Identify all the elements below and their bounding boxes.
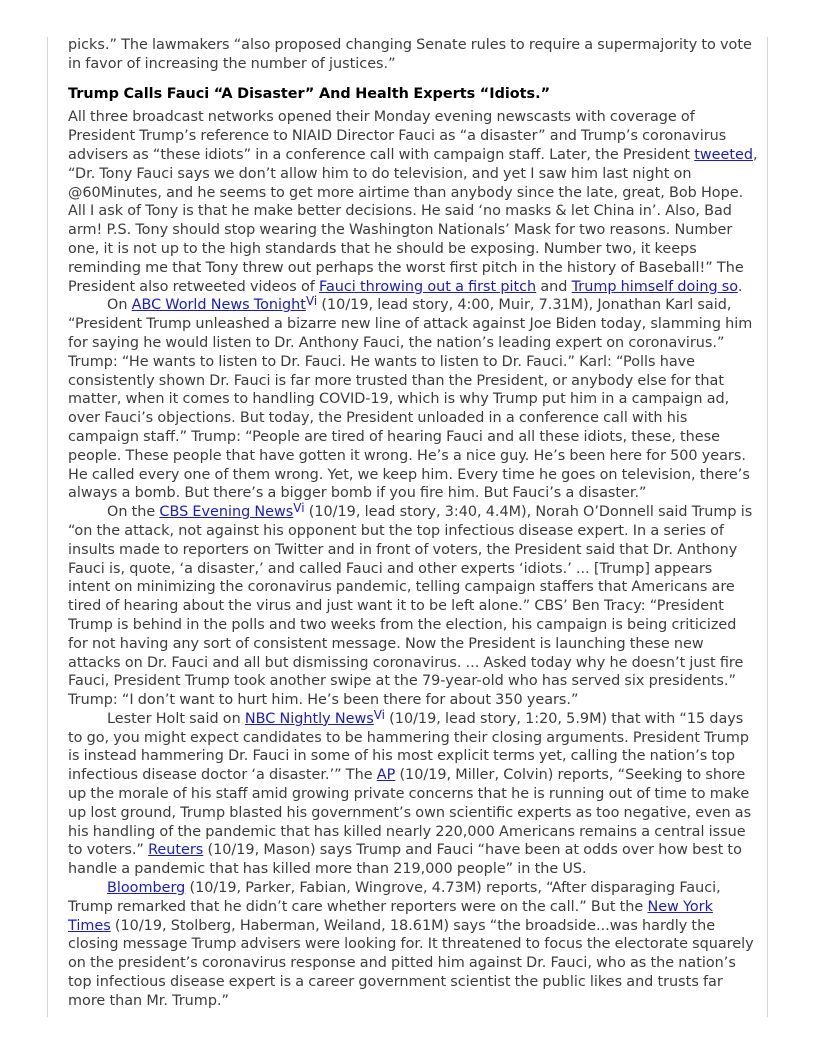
paragraph-abc	[68, 296, 758, 503]
text-span: and	[536, 278, 572, 295]
text-span: Lester Holt said on	[107, 710, 245, 727]
trump-first-pitch-link[interactable]: Trump himself doing so	[571, 278, 738, 295]
text-span: All three broadcast networks opened their Monday evening newscasts with coverage of President Trump’s reference to NIAID Director Fauci as “a disaster” and Trump’s coronavirus advisers as “these idiots” in a conference call with campaign staff. Later, the President	[68, 109, 727, 163]
text-span: (10/19, Parker, Fabian, Wingrove, 4.73M) reports, “After disparaging Fauci, Trump remarked that he didn’t care whether reporters were on the call.” But the	[68, 880, 721, 915]
new-york-times-link[interactable]: New York Times	[68, 898, 713, 934]
reuters-link[interactable]: Reuters	[148, 842, 204, 859]
ap-link[interactable]: AP	[376, 767, 396, 784]
text-span: (10/19, Mason) says Trump and Fauci “have been at odds over how best to handle a pandemic that has killed more than 219,000 people” in the US.	[68, 842, 742, 878]
paragraph-cbs	[68, 503, 758, 710]
text-span: (10/19, lead story, 3:40, 4.4M), Norah O’Donnell said Trump is “on the attack, not against his opponent but the top infectious disease expert. In a series of insults made to reporters on Twitter and in front of voters, the President said that Dr. Anthony Fauci is, quote, ‘a disaster,’ and called Fauci and other experts ‘idiots.’ ... [Trump] appears intent on minimizing the coronavirus pandemic, telling campaign staffers that Americans are tired of hearing about the virus and just want it to be left alone.” CBS’ Ben Tracy: “President Trump is behind in the polls and two weeks from the election, his campaign is being criticized for not having any sort of consistent message. Now the President is launching these new attacks on Dr. Fauci and all but dismissing coronavirus. ... Asked today why he doesn’t just fire Fauci, President Trump took another swipe at the 79-year-old who has served six presidents.” Trump: “I don’t want to hurt him. He’s been there for about 350 years.”	[68, 504, 753, 709]
right-margin-rule	[767, 37, 768, 1017]
paragraph-nbc	[68, 707, 758, 879]
paragraph-overview	[68, 108, 758, 296]
cbs-video-link[interactable]: Vi	[293, 501, 305, 516]
nbc-video-link[interactable]: Vi	[373, 707, 385, 722]
fauci-first-pitch-link[interactable]: Fauci throwing out a first pitch	[319, 278, 537, 295]
nbc-nightly-news-link[interactable]: NBC Nightly News	[244, 710, 374, 727]
article-body	[68, 36, 758, 1011]
bloomberg-link[interactable]: Bloomberg	[107, 880, 186, 897]
paragraph-bloomberg	[68, 879, 758, 1011]
abc-world-news-tonight-link[interactable]: ABC World News Tonight	[131, 297, 306, 314]
text-span: (10/19, lead story, 4:00, Muir, 7.31M), Jonathan Karl said, “President Trump unleashed a bizarre new line of attack against Joe Biden today, slamming him for saying he would listen to Dr. Anthony Fauci, the nation’s leading expert on coronavirus.” Trump: “He wants to listen to Dr. Fauci. He wants to listen to Dr. Fauci.” Karl: “Polls have consistently shown Dr. Fauci is far more trusted than the President, or anybody else for that matter, when it comes to handling COVID-19, which is why Trump put him in a campaign ad, over Fauci’s objections. But today, the President unloaded in a conference call with his campaign staff.” Trump: “People are tired of hearing Fauci and all these idiots, these, these people. These people that have gotten it wrong. He’s a nice guy. He’s been here for 500 years. He called every one of them wrong. Yet, we keep him. Every time he goes on television, there’s always a bomb. But there’s a bigger bomb if you fire him. But Fauci’s a disaster.”	[68, 297, 753, 502]
text-span: (10/19, Miller, Colvin) reports, “Seeking to shore up the morale of his staff amid growing private concerns that he is running out of time to make up lost ground, Trump blasted his government’s own scientific experts as too negative, even as his handling of the pandemic that has killed nearly 220,000 Americans remains a central issue to voters.”	[68, 767, 752, 859]
text-span: .	[737, 278, 743, 295]
text-span: On	[107, 297, 132, 314]
text-span: On the	[107, 504, 160, 521]
left-margin-rule	[47, 37, 48, 1017]
abc-video-link[interactable]: Vi	[305, 294, 318, 309]
cbs-evening-news-link[interactable]: CBS Evening News	[159, 504, 294, 521]
tweeted-link[interactable]: tweeted	[694, 146, 753, 163]
text-span: (10/19, Stolberg, Haberman, Weiland, 18.61M) says “the broadside...was hardly the closing message Trump advisers were looking for. It threatened to focus the electorate squarely on the president’s coronavirus response and pitted him against Dr. Fauci, who as the nation’s top infectious disease expert is a career government scientist the public likes and trusts far more than Mr. Trump.”	[68, 917, 754, 1009]
article-headline: Trump Calls Fauci “A Disaster” And Health Experts “Idiots.”	[68, 85, 551, 102]
text-span: , “Dr. Tony Fauci says we don’t allow him to do television, and yet I saw him last night on @60Minutes, and he seems to get more airtime than anybody since the late, great, Bob Hope. All I ask of Tony is that he make better decisions. He said ‘no masks & let China in’. Also, Bad arm! P.S. Tony should stop wearing the Washington Nationals’ Mask for two reasons. Number one, it is not up to the high standards that he should be exposing. Number two, it keeps reminding me that Tony threw out perhaps the worst first pitch in the history of Baseball!” The President also retweeted videos of	[68, 146, 758, 295]
text-span: (10/19, lead story, 1:20, 5.9M) that with “15 days to go, you might expect candidates to be hammering their closing arguments. President Trump is instead hammering Dr. Fauci in some of his most explicit terms yet, calling the nation’s top infectious disease doctor ‘a disaster.’” The	[68, 710, 750, 784]
lead-paragraph: picks.” The lawmakers “also proposed changing Senate rules to require a supermajority to vote in favor of increasing the number of justices.”	[68, 37, 752, 72]
